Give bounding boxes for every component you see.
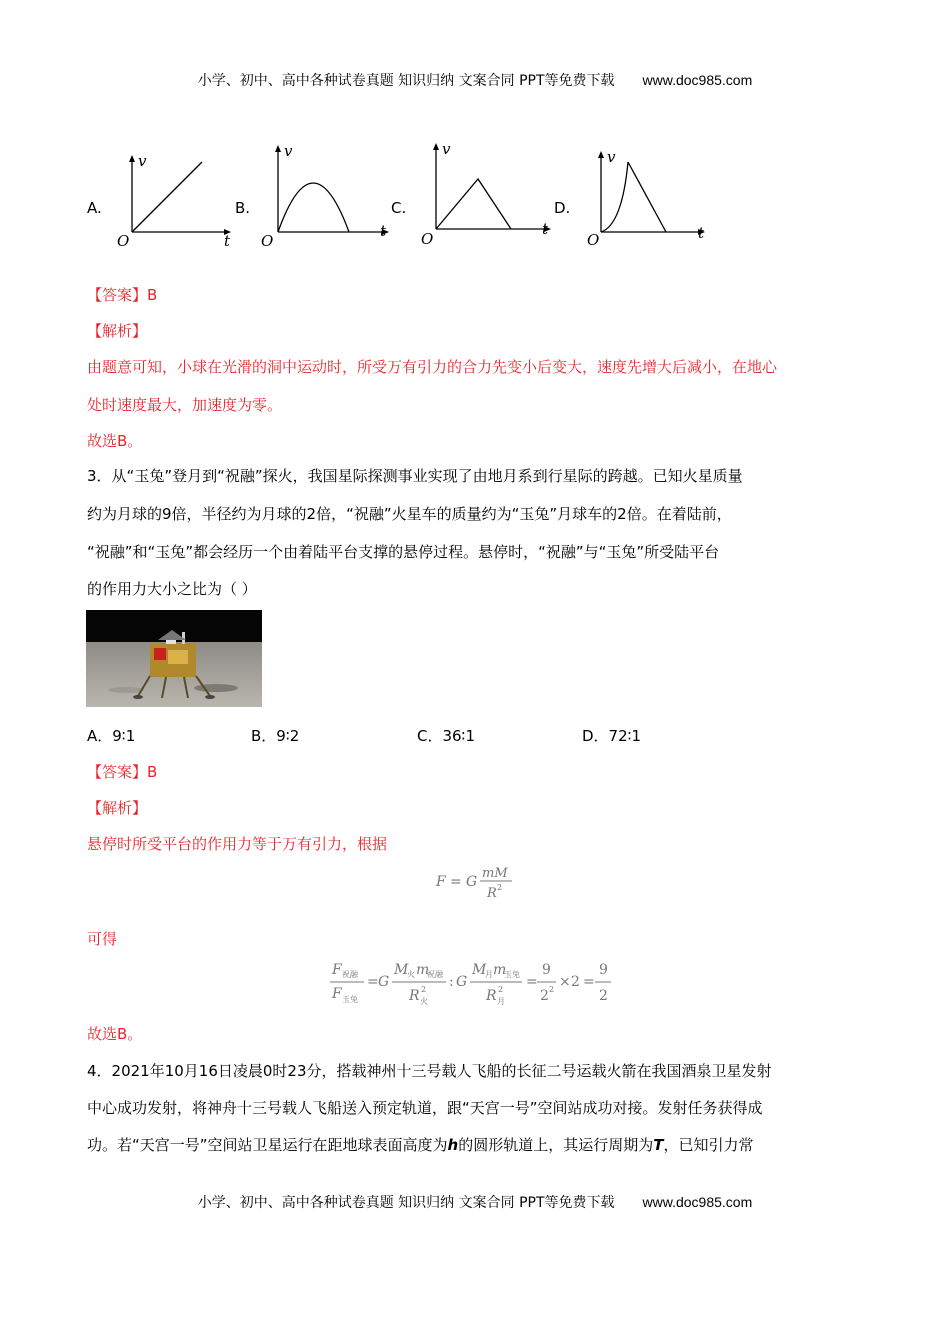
header-text: 小学、初中、高中各种试卷真题 知识归纳 文案合同 PPT等免费下载 <box>197 73 615 89</box>
formula2-m-yue: M <box>472 962 487 978</box>
formula1-exp: 2 <box>497 883 503 892</box>
formula2-sub-zr: 祝融 <box>342 970 358 979</box>
graph-a-v: v <box>138 152 147 170</box>
q3-line2: 约为月球的9倍，半径约为月球的2倍，“祝融”火星车的质量约为“玉兔”月球车的2倍。在着陆前， <box>87 505 732 523</box>
formula2-two-final: 2 <box>599 988 608 1004</box>
formula2-nine2: 9 <box>599 962 608 978</box>
formula2-exp2: 2 <box>498 985 504 994</box>
formula2-two-den: 2 <box>540 988 549 1004</box>
graph-label-b: B. <box>235 199 251 217</box>
formula2-eq2: = <box>526 974 538 990</box>
q2-answer: 【答案】B <box>87 286 158 304</box>
graph-label-c: C. <box>391 199 407 217</box>
formula1-lhs: F <box>436 874 446 890</box>
graph-c-o: O <box>421 230 434 248</box>
formula2-g1: G <box>378 974 390 990</box>
graph-a-t: t <box>224 232 231 250</box>
graph-c-v: v <box>442 140 451 158</box>
q3-option-c: C．36∶1 <box>417 727 476 745</box>
graph-b-v: v <box>284 142 293 160</box>
q2-analysis-label: 【解析】 <box>87 322 148 340</box>
q2-analysis-line2: 处时速度最大，加速度为零。 <box>87 396 283 414</box>
graph-b-t: t <box>380 222 387 240</box>
formula1-eq: = <box>450 874 462 890</box>
graph-a-o: O <box>117 232 130 250</box>
formula2-g2: G <box>456 974 468 990</box>
formula2-sub-huo2: 火 <box>420 997 428 1006</box>
q3-analysis-line1: 悬停时所受平台的作用力等于万有引力，根据 <box>87 835 388 853</box>
formula2-nine1: 9 <box>542 962 551 978</box>
q4-line1: 4．2021年10月16日凌晨0时23分，搭载神州十三号载人飞船的长征二号运载火箭在我国酒泉卫星发射 <box>87 1062 772 1080</box>
q4-line2: 中心成功发射，将神舟十三号载人飞船送入预定轨道，跟“天宫一号”空间站成功对接。发射任务获得成 <box>87 1099 763 1117</box>
graph-b <box>256 140 394 250</box>
footer-text: 小学、初中、高中各种试卷真题 知识归纳 文案合同 PPT等免费下载 <box>197 1195 615 1211</box>
q3-conclusion: 故选B。 <box>87 1025 143 1043</box>
q4-line3-b: 的圆形轨道上，其运行周期为 <box>458 1136 654 1154</box>
formula2-r-huo: R <box>409 988 420 1004</box>
graph-b-o: O <box>261 232 274 250</box>
formula2-two-mult: 2 <box>571 974 580 990</box>
graph-d <box>584 148 714 248</box>
q2-conclusion: 故选B。 <box>87 432 143 450</box>
formula2-exp3: 2 <box>549 985 555 994</box>
formula2-r-yue: R <box>486 988 497 1004</box>
q3-line4: 的作用力大小之比为（ ） <box>87 580 257 598</box>
graph-d-v: v <box>607 148 616 166</box>
q3-analysis-label: 【解析】 <box>87 799 148 817</box>
formula2-m-zr: m <box>416 962 430 978</box>
q4-line3 <box>87 1134 754 1155</box>
q3-analysis-line2: 可得 <box>87 930 118 948</box>
formula2-sub-yt2: 玉兔 <box>504 970 520 979</box>
formula2-sub-huo1: 火 <box>407 970 415 979</box>
q3-option-b: B．9∶2 <box>251 727 300 745</box>
formula2-sub-yue2: 月 <box>497 997 505 1006</box>
formula1-num: mM <box>482 866 508 881</box>
graph-label-d: D. <box>554 199 571 217</box>
q4-symbol-t: T <box>653 1136 664 1154</box>
formula2-f-top: F <box>332 962 342 978</box>
formula-ratio <box>328 954 628 1008</box>
page-footer <box>0 1192 950 1212</box>
formula1-g: G <box>466 874 478 890</box>
formula2-m-yt: m <box>493 962 507 978</box>
formula2-f-bot: F <box>332 986 342 1002</box>
q3-line3: “祝融”和“玉兔”都会经历一个由着陆平台支撑的悬停过程。悬停时，“祝融”与“玉兔”所受陆平台 <box>87 543 720 561</box>
graph-d-t: t <box>698 224 705 242</box>
formula2-colon: : <box>449 974 454 990</box>
formula2-sub-yt: 玉兔 <box>342 995 358 1004</box>
formula2-eq3: = <box>583 974 595 990</box>
q3-answer: 【答案】B <box>87 763 158 781</box>
graph-c <box>416 140 556 250</box>
q4-line3-a: 功。若“天宫一号”空间站卫星运行在距地球表面高度为 <box>87 1136 448 1154</box>
formula2-sub-zr2: 祝融 <box>427 970 443 979</box>
page-header <box>0 70 950 90</box>
q3-option-a: A．9∶1 <box>87 727 136 745</box>
formula2-times: × <box>559 974 571 990</box>
formula-gravity <box>432 860 522 904</box>
formula2-m-huo: M <box>394 962 409 978</box>
q4-symbol-h: h <box>447 1136 459 1154</box>
formula2-sub-yue1: 月 <box>485 970 493 979</box>
footer-url: www.doc985.com <box>642 1194 753 1210</box>
graph-a <box>112 150 232 250</box>
q3-line1: 3．从“玉兔”登月到“祝融”探火，我国星际探测事业实现了由地月系到行星际的跨越。已知火星质量 <box>87 467 743 485</box>
graph-label-a: A. <box>87 199 102 217</box>
formula2-eq1: = <box>367 974 379 990</box>
formula1-den: R <box>487 886 497 901</box>
header-url: www.doc985.com <box>642 72 753 88</box>
formula2-exp1: 2 <box>421 985 427 994</box>
graph-d-o: O <box>587 231 600 248</box>
q3-option-d: D．72∶1 <box>582 727 642 745</box>
graph-c-t: t <box>542 220 549 238</box>
q4-line3-c: ，已知引力常 <box>663 1136 754 1154</box>
lander-photo <box>86 610 262 707</box>
q2-analysis-line1: 由题意可知，小球在光滑的洞中运动时，所受万有引力的合力先变小后变大，速度先增大后减小，在地心 <box>87 358 778 376</box>
